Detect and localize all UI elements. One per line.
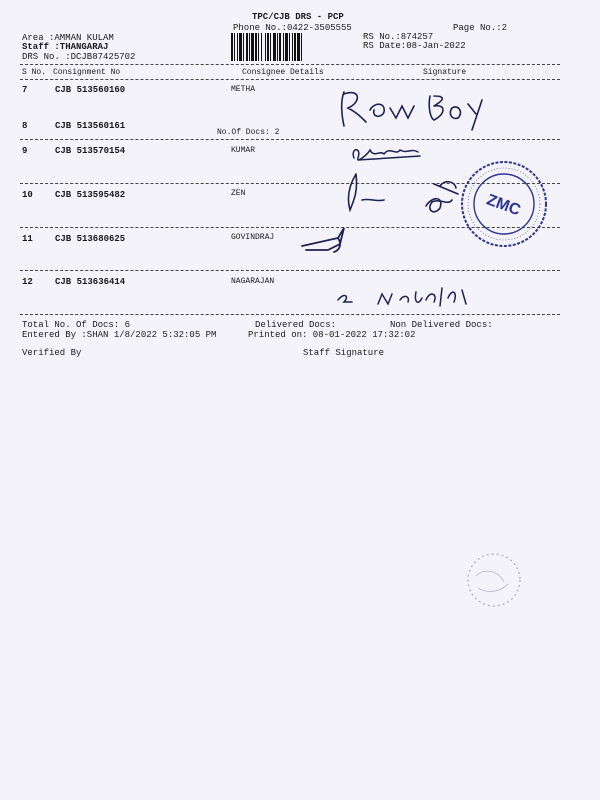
row-doc-count: No.Of Docs: 2 [217,128,280,137]
total-docs: Total No. Of Docs: 6 [22,320,131,330]
col-header-consignment: Consignment No [53,68,121,77]
staff-signature-label: Staff Signature [303,348,385,358]
col-header-signature: Signature [423,68,467,77]
row-consignee: GOVINDRAJ [231,233,275,242]
area-label: Area :AMMAN KULAM [22,33,114,43]
signature-row-7 [330,82,500,142]
row-consignee: ZEN [231,189,246,198]
document-title: TPC/CJB DRS - PCP [252,12,344,22]
divider [20,79,560,80]
row-consignee: METHA [231,85,256,94]
row-sno: 7 [22,85,28,95]
row-sno: 8 [22,121,28,131]
printed-on: Printed on: 08-01-2022 17:32:02 [248,330,416,340]
signature-row-12 [330,282,490,312]
page-number: Page No.:2 [453,23,508,33]
row-sno: 11 [22,234,33,244]
row-consignment: CJB 513560160 [55,85,126,95]
col-header-consignee: Consignee Details [242,68,324,77]
divider [20,270,560,271]
faded-stamp [448,548,528,618]
row-consignment: CJB 513570154 [55,146,126,156]
row-consignment: CJB 513636414 [55,277,126,287]
row-consignee: KUMAR [231,146,256,155]
stamp-text: ZMC [484,191,523,220]
row-consignee: NAGARAJAN [231,277,275,286]
company-stamp [458,158,550,250]
rs-number: RS No.:874257 [363,32,434,42]
entered-by: Entered By :SHAN 1/8/2022 5:32:05 PM [22,330,217,340]
rs-date: RS Date:08-Jan-2022 [363,41,466,51]
verified-by: Verified By [22,348,82,358]
row-consignment: CJB 513680625 [55,234,126,244]
drs-number: DRS No. :DCJB87425702 [22,52,136,62]
row-sno: 10 [22,190,33,200]
barcode [231,33,355,61]
col-header-sno: S No. [22,68,47,77]
signature-row-9 [340,140,430,170]
phone-number: Phone No.:0422-3505555 [233,23,352,33]
delivered-docs: Delivered Docs: [255,320,337,330]
row-sno: 12 [22,277,33,287]
non-delivered-docs: Non Delivered Docs: [390,320,493,330]
divider [20,314,560,315]
row-sno: 9 [22,146,28,156]
row-consignment: CJB 513595482 [55,190,126,200]
barcode-bar [302,33,304,61]
staff-label: Staff :THANGARAJ [22,42,109,52]
divider [20,64,560,65]
row-consignment: CJB 513560161 [55,121,126,131]
signature-row-11 [298,220,358,260]
